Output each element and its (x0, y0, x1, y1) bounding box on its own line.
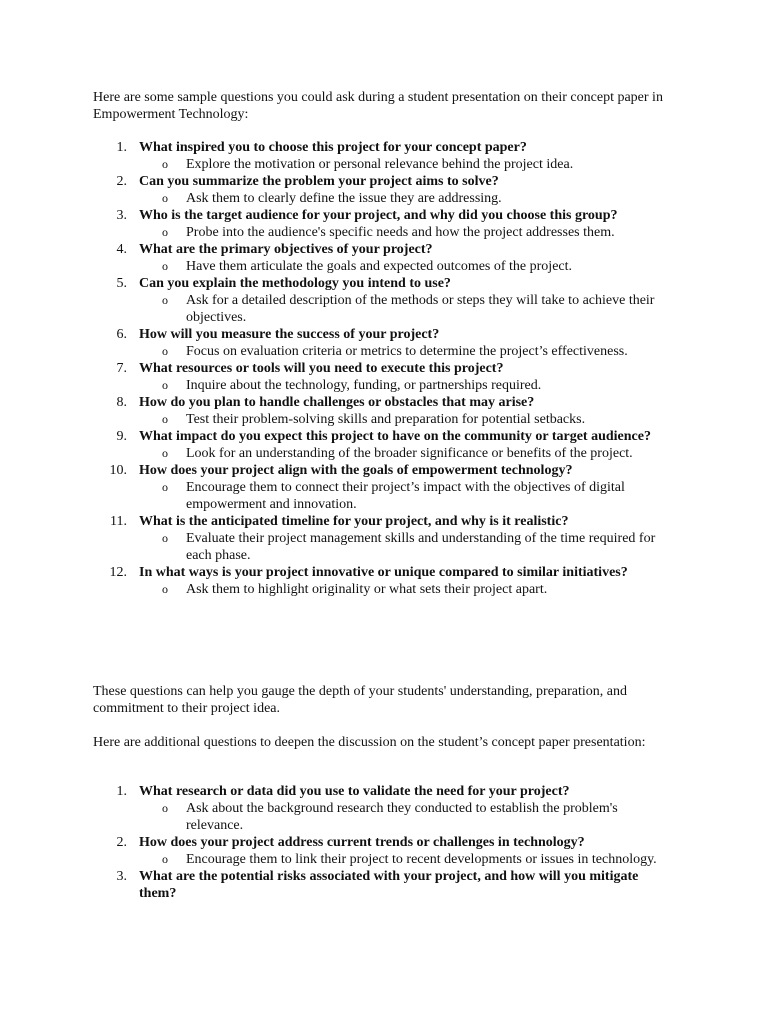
sub-item-text: Ask for a detailed description of the methods or steps they will take to achieve their objectives. (186, 293, 655, 325)
question-text: What resources or tools will you need to execute this project? (139, 361, 504, 376)
bullet-icon: o (162, 378, 168, 392)
question-text: What research or data did you use to validate the need for your project? (139, 784, 570, 799)
sub-item (0, 530, 768, 564)
list-item (0, 564, 768, 581)
bullet-icon: o (162, 446, 168, 460)
sub-item (0, 479, 768, 513)
question-text: In what ways is your project innovative or unique compared to similar initiatives? (139, 565, 628, 580)
intro-paragraph: Here are some sample questions you could ask during a student presentation on their concept paper in Empowerment Technology: (93, 90, 663, 122)
item-number: 3. (116, 869, 127, 884)
sub-item (0, 411, 768, 428)
list-item (0, 428, 768, 445)
sub-item-text: Focus on evaluation criteria or metrics to determine the project’s effectiveness. (186, 344, 628, 359)
question-text: What is the anticipated timeline for your project, and why is it realistic? (139, 514, 569, 529)
list-item (0, 326, 768, 343)
sub-item-text: Explore the motivation or personal relevance behind the project idea. (186, 157, 574, 172)
item-number: 2. (116, 174, 127, 189)
sub-item-text: Encourage them to link their project to recent developments or issues in technology. (186, 852, 657, 867)
question-text: How does your project align with the goals of empowerment technology? (139, 463, 573, 478)
item-number: 9. (116, 429, 127, 444)
bullet-icon: o (162, 191, 168, 205)
item-number: 6. (116, 327, 127, 342)
sub-item (0, 851, 768, 868)
list-item (0, 241, 768, 258)
bullet-icon: o (162, 801, 168, 815)
bullet-icon: o (162, 157, 168, 171)
item-number: 4. (116, 242, 127, 257)
item-number: 1. (116, 140, 127, 155)
sub-item (0, 190, 768, 207)
bullet-icon: o (162, 582, 168, 596)
list-item (0, 173, 768, 190)
list-item (0, 513, 768, 530)
bullet-icon: o (162, 852, 168, 866)
question-text: How does your project address current trends or challenges in technology? (139, 835, 585, 850)
sub-item (0, 343, 768, 360)
question-text: What are the potential risks associated with your project, and how will you mitigate them? (139, 869, 639, 901)
list-item (0, 462, 768, 479)
sub-item (0, 156, 768, 173)
question-text: What are the primary objectives of your project? (139, 242, 433, 257)
sub-item-text: Inquire about the technology, funding, or partnerships required. (186, 378, 542, 393)
sub-item (0, 377, 768, 394)
question-text: Who is the target audience for your project, and why did you choose this group? (139, 208, 618, 223)
question-text: Can you explain the methodology you intend to use? (139, 276, 451, 291)
list-item (0, 275, 768, 292)
item-number: 2. (116, 835, 127, 850)
sub-item-text: Have them articulate the goals and expected outcomes of the project. (186, 259, 573, 274)
question-text: What impact do you expect this project to have on the community or target audience? (139, 429, 651, 444)
additional-questions-list (0, 783, 768, 902)
list-item (0, 207, 768, 224)
item-number: 11. (110, 514, 127, 529)
item-number: 10. (109, 463, 127, 478)
bullet-icon: o (162, 259, 168, 273)
list-item (0, 360, 768, 377)
additional-intro-paragraph: Here are additional questions to deepen the discussion on the student’s concept paper presentation: (93, 735, 646, 750)
list-item (0, 394, 768, 411)
item-number: 1. (116, 784, 127, 799)
list-item (0, 783, 768, 800)
sub-item (0, 581, 768, 598)
questions-list (0, 139, 768, 598)
sub-item-text: Look for an understanding of the broader significance or benefits of the project. (186, 446, 633, 461)
sub-item (0, 800, 768, 834)
closing-paragraph: These questions can help you gauge the depth of your students' understanding, preparation, and commitment to their project idea. (93, 684, 627, 716)
sub-item (0, 258, 768, 275)
list-item (0, 834, 768, 851)
bullet-icon: o (162, 480, 168, 494)
list-item (0, 868, 768, 902)
item-number: 12. (109, 565, 127, 580)
sub-item (0, 224, 768, 241)
bullet-icon: o (162, 225, 168, 239)
question-text: How will you measure the success of your project? (139, 327, 440, 342)
sub-item-text: Test their problem-solving skills and preparation for potential setbacks. (186, 412, 586, 427)
sub-item-text: Ask them to highlight originality or what sets their project apart. (186, 582, 548, 597)
sub-item-text: Probe into the audience's specific needs and how the project addresses them. (186, 225, 615, 240)
bullet-icon: o (162, 412, 168, 426)
item-number: 7. (116, 361, 127, 376)
sub-item-text: Evaluate their project management skills and understanding of the time required for each phase. (186, 531, 656, 563)
sub-item-text: Ask them to clearly define the issue they are addressing. (186, 191, 502, 206)
bullet-icon: o (162, 293, 168, 307)
item-number: 5. (116, 276, 127, 291)
question-text: How do you plan to handle challenges or obstacles that may arise? (139, 395, 535, 410)
bullet-icon: o (162, 531, 168, 545)
question-text: What inspired you to choose this project for your concept paper? (139, 140, 527, 155)
bullet-icon: o (162, 344, 168, 358)
item-number: 3. (116, 208, 127, 223)
list-item (0, 139, 768, 156)
sub-item-text: Encourage them to connect their project’s impact with the objectives of digital empowerment and innovation. (186, 480, 625, 512)
item-number: 8. (116, 395, 127, 410)
question-text: Can you summarize the problem your project aims to solve? (139, 174, 499, 189)
sub-item (0, 445, 768, 462)
sub-item (0, 292, 768, 326)
sub-item-text: Ask about the background research they conducted to establish the problem's relevance. (186, 801, 618, 833)
